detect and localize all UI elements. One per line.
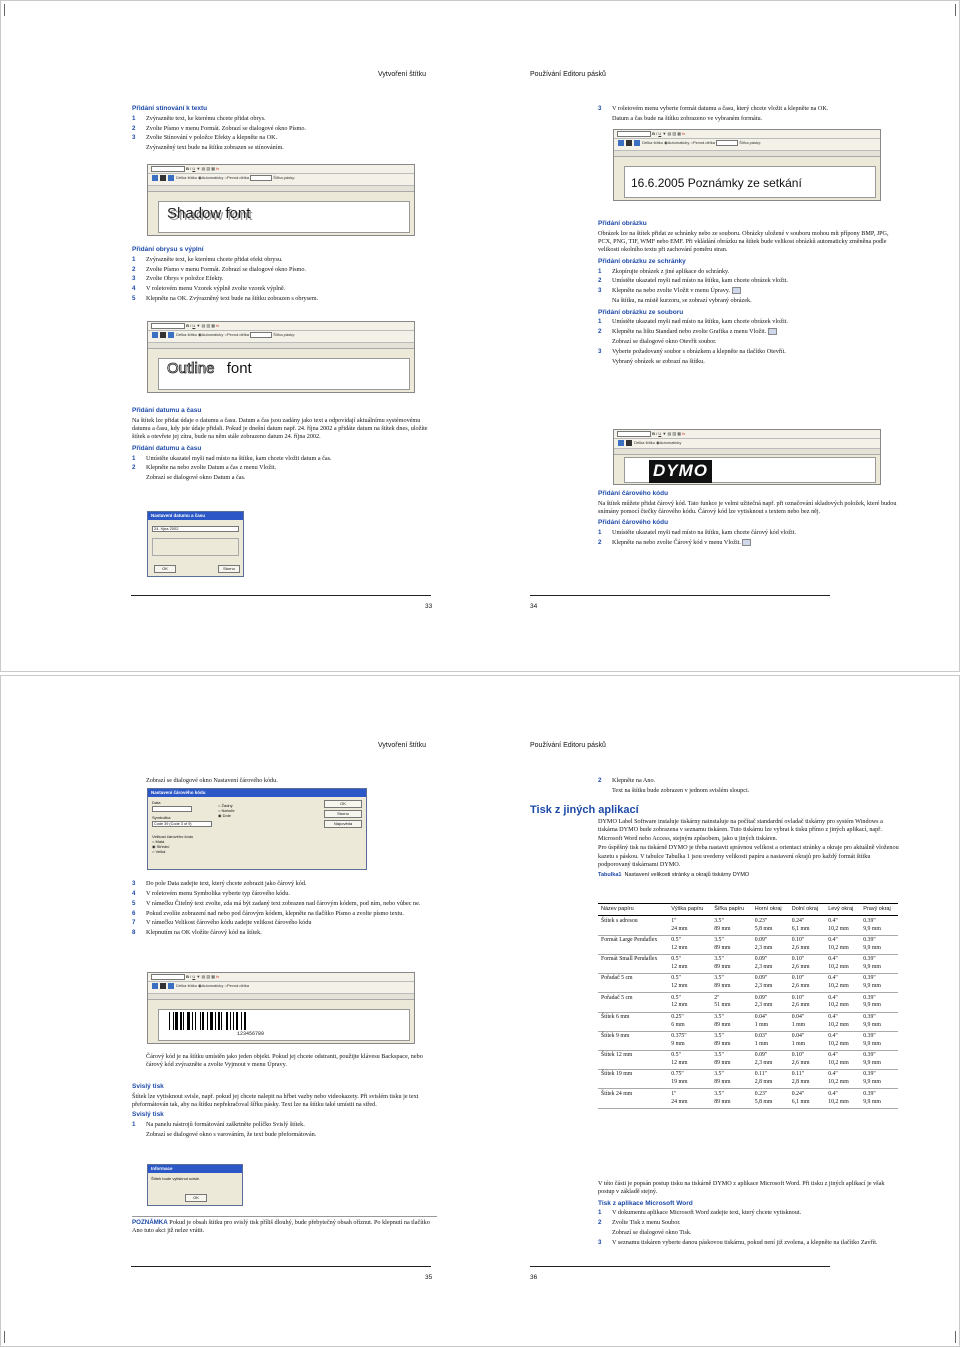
table-cell: 0.11" 2,8 mm bbox=[752, 1070, 789, 1089]
barcode-bar bbox=[221, 1012, 222, 1030]
table-header: Levý okraj bbox=[825, 904, 860, 916]
table-cell: 0.5" 12 mm bbox=[668, 974, 711, 993]
barcode-bar bbox=[230, 1012, 231, 1030]
p35-after: Čárový kód je na štítku umístěn jako jeden objekt. Pokud jej chcete odstranit, použijte klávesu Backspace, nebo čárový kód zvýrazněte a zvolte Vyjmout v menu Úpravy. bbox=[146, 1053, 423, 1069]
footer-rule bbox=[530, 1266, 830, 1267]
table-cell: 0.09" 2,3 mm bbox=[752, 993, 789, 1012]
p34-barcode-section: Přidání čárového kódu Na štítek můžete přidat čárový kód. Tato funkce je velmi užitečná např. při označování skladových položek, které budou snímány pomocí čtečky čárového kódu. Čárový kód lze vytisknout s textem nebo bez něj. Přidání čárového kódu 1 Umístěte ukazatel myši nad místo na štítku, kam chcete čárový kód vložit. 2 Klepněte na nebo zvolte Čárový kód v menu Vložit. bbox=[598, 490, 897, 547]
table-cell: 0.39" 9,9 mm bbox=[860, 954, 898, 973]
table-cell: 0.39" 9,9 mm bbox=[860, 1089, 898, 1108]
barcode-bar bbox=[192, 1012, 193, 1030]
table-row bbox=[598, 1070, 898, 1089]
cancel-button[interactable]: Storno bbox=[324, 810, 362, 818]
table-header: Výška papíru bbox=[668, 904, 711, 916]
barcode-bar bbox=[207, 1012, 208, 1030]
table-cell: 0.4" 10,2 mm bbox=[825, 954, 860, 973]
page-number: 33 bbox=[425, 603, 433, 610]
spread-33-34 bbox=[0, 0, 960, 672]
table-header: Dolní okraj bbox=[789, 904, 825, 916]
section-title: Přidání obrázku bbox=[598, 220, 647, 227]
table-header: Pravý okraj bbox=[860, 904, 898, 916]
table-cell: Štítek 19 mm bbox=[598, 1070, 668, 1089]
note: Zvýrazněný text bude na štítku zobrazen se stínováním. bbox=[146, 144, 284, 152]
barcode-bar bbox=[210, 1012, 213, 1030]
table-cell: 0.04" 1 mm bbox=[789, 1031, 825, 1050]
header-right: Používání Editoru pásků bbox=[530, 71, 606, 78]
step: 2 Zvolte Písmo v menu Formát. Zobrazí se dialogové okno Písmo. bbox=[132, 124, 306, 132]
table-cell: Štítek s adresou bbox=[598, 916, 668, 935]
barcode-bar bbox=[180, 1012, 182, 1030]
datetime-format-select[interactable]: 24. října 2002 bbox=[152, 526, 239, 532]
ok-button[interactable]: OK bbox=[324, 800, 362, 808]
table-cell: 0.23" 5,8 mm bbox=[752, 1089, 789, 1108]
footer-rule bbox=[131, 1266, 431, 1267]
table-cell: 0.39" 9,9 mm bbox=[860, 974, 898, 993]
cancel-button[interactable]: Storno bbox=[218, 565, 240, 573]
table-cell: 0.4" 10,2 mm bbox=[825, 993, 860, 1012]
page-number: 34 bbox=[530, 603, 538, 610]
table-cell: 3.5" 89 mm bbox=[711, 1031, 752, 1050]
section-title: Přidání stínování k textu bbox=[132, 105, 208, 112]
barcode-bar bbox=[200, 1012, 201, 1030]
p36-word-section: V této části je popsán postup tisku na tiskárně DYMO z aplikace Microsoft Word. Při tisku z jiných aplikací je však postup v základě stejný. Tisk z aplikace Microsoft Word 1 V dokumentu aplikace Microsoft Word zadejte text, který chcete vytisknout. 2 Zvolte Tisk z menu Soubor. Zobrazí se dialogové okno Tisk. 3 V seznamu tiskáren vyberte danou páskovou tiskárnu, pokud není již zvolena, a klepněte na tlačítko Zavřít. bbox=[598, 1180, 885, 1247]
spread-35-36 bbox=[0, 675, 960, 1347]
table-row bbox=[598, 935, 898, 954]
table-row bbox=[598, 974, 898, 993]
table-cell: 0.4" 10,2 mm bbox=[825, 935, 860, 954]
section-title: Přidání datumu a času bbox=[132, 407, 202, 414]
table-cell: 0.5" 12 mm bbox=[668, 1050, 711, 1069]
table-cell: 1" 24 mm bbox=[668, 916, 711, 935]
table-cell: 0.24" 6,1 mm bbox=[789, 916, 825, 935]
header-left: Vytvoření štítku bbox=[378, 742, 426, 749]
table-cell: 3.5" 89 mm bbox=[711, 935, 752, 954]
ok-button[interactable]: OK bbox=[154, 565, 176, 573]
table-cell: Formát Large Pendaflex bbox=[598, 935, 668, 954]
table-cell: 0.5" 12 mm bbox=[668, 954, 711, 973]
table-cell: 0.4" 10,2 mm bbox=[825, 1031, 860, 1050]
barcode-dialog: Nastavení čárového kódu Data Symbolika Code 39 (Code 3 of 9) Velikost čárového kódu ○ Malá ◉ Střední ○ Velká ○ Žádný ○ Nahoře ◉ Dole OK Storno Nápověda bbox=[147, 788, 367, 870]
table-cell: 0.4" 10,2 mm bbox=[825, 1050, 860, 1069]
table-cell: Pořadač 5 cm bbox=[598, 993, 668, 1012]
date-demo: 16.6.2005 Poznámky ze setkání bbox=[624, 166, 876, 198]
table-cell: 0.10" 2,6 mm bbox=[789, 993, 825, 1012]
table-cell: 0.03" 1 mm bbox=[752, 1031, 789, 1050]
table-cell: 0.10" 2,6 mm bbox=[789, 1050, 825, 1069]
datetime-dialog: Nastavení datumu a času 24. října 2002 OK Storno bbox=[147, 511, 244, 577]
table-cell: 0.4" 10,2 mm bbox=[825, 1012, 860, 1031]
table-cell: 0.75" 19 mm bbox=[668, 1070, 711, 1089]
table-cell: 0.375" 9 mm bbox=[668, 1031, 711, 1050]
table-cell: 0.4" 10,2 mm bbox=[825, 1089, 860, 1108]
table-caption: Tabulka1 Nastavení velikosti stránky a okrajů tiskárny DYMO bbox=[598, 871, 750, 878]
page-title: Tisk z jiných aplikací bbox=[530, 804, 639, 816]
symbology-select[interactable]: Code 39 (Code 3 of 9) bbox=[152, 821, 212, 827]
paragraph: Na štítek lze přidat údaje o datumu a času. Datum a čas jsou zadány jako text a odpovídají aktuálnímu systémovému datumu a času, kdy jste údaje přidali. Pokud je dnešní datum např. 24. října 2002 a přidáte datum na štítek dnes, uložíte štítek a otevřete jej zítra, bude na něm stále zobrazeno datum 24. října 2002. bbox=[132, 416, 428, 441]
table-cell: 2" 51 mm bbox=[711, 993, 752, 1012]
table-cell: Štítek 12 mm bbox=[598, 1050, 668, 1069]
barcode-bar bbox=[175, 1012, 178, 1030]
dymo-logo: DYMO bbox=[649, 460, 712, 483]
table-row bbox=[598, 1012, 898, 1031]
table-cell: 3.5" 89 mm bbox=[711, 1050, 752, 1069]
table-cell: 0.39" 9,9 mm bbox=[860, 1050, 898, 1069]
table-cell: 0.5" 12 mm bbox=[668, 935, 711, 954]
table-cell: 0.5" 12 mm bbox=[668, 993, 711, 1012]
section-title: Svislý tisk bbox=[132, 1083, 164, 1090]
barcode-bar bbox=[233, 1012, 234, 1030]
barcode-data-input[interactable] bbox=[152, 806, 192, 812]
table-cell: 0.4" 10,2 mm bbox=[825, 974, 860, 993]
insert-picture-icon[interactable] bbox=[768, 328, 777, 335]
p34-image-section: Přidání obrázku Obrázek lze na štítek přidat ze schránky nebo ze souboru. Obrázky uložené v souboru mohou mít přípony BMP, JPG, PCX, PNG, TIF, WMF nebo EMF. Při vkládání obrázku na štítek bude velikost obrázků automaticky změněna podle velikosti okolního textu při zachování poměru stran. Přidání obrázku ze schránky 1 Zkopírujte obrázek z jiné aplikace do schránky. 2 Umístěte ukazatel myši nad místo na štítku, kam chcete obrázek vložit. 3 Klepněte na nebo zvolte Vložit v menu Úpravy. Na štítku, na místě kurzoru, se zobrazí vybraný obrázek. Přidání obrázku ze souboru 1 Umístěte ukazatel myši nad místo na štítku, kam chcete obrázek vložit. 2 Klepněte na lištu Standard nebo zvolte Grafika z menu Vložit. Zobrazí se dialogové okno Otevřít soubor. 3 Vyberte požadovaný soubor s obrázkem a klepněte na tlačítko Otevřít. Vybraný obrázek se zobrazí na štítku. bbox=[598, 220, 898, 368]
table-cell: 0.09" 2,3 mm bbox=[752, 974, 789, 993]
table-cell: 0.4" 10,2 mm bbox=[825, 916, 860, 935]
barcode-bar bbox=[215, 1012, 216, 1030]
table-cell: 3.5" 89 mm bbox=[711, 974, 752, 993]
table-cell: 0.24" 6,1 mm bbox=[789, 1089, 825, 1108]
table-cell: 3.5" 89 mm bbox=[711, 954, 752, 973]
header-left: Vytvoření štítku bbox=[378, 71, 426, 78]
outline-font-demo: Outline bbox=[167, 360, 215, 377]
page-number: 36 bbox=[530, 1274, 538, 1281]
table-cell: 0.39" 9,9 mm bbox=[860, 993, 898, 1012]
barcode-bar bbox=[244, 1012, 246, 1030]
table-cell: 0.39" 9,9 mm bbox=[860, 916, 898, 935]
table-cell: 0.10" 2,6 mm bbox=[789, 954, 825, 973]
table-cell: 0.09" 2,3 mm bbox=[752, 1050, 789, 1069]
table-cell: 0.10" 2,6 mm bbox=[789, 935, 825, 954]
table-cell: 0.39" 9,9 mm bbox=[860, 935, 898, 954]
shadow-screenshot: B I U ▼ ▤ ▥ ▦ fx Délka štítku ◉Automaticky ○Pevná délka Šířka pásky: Shadow font bbox=[147, 164, 415, 236]
p33-datetime-section: Přidání datumu a času Na štítek lze přidat údaje o datumu a času. Datum a čas jsou zadány jako text a odpovídají aktuálnímu systémovému datumu a času, kdy jste údaje přidali. Pokud je dnešní datum např. 24. října 2002 a přidáte datum na štítek dnes, uložíte štítek a otevřete jej zítra, bude na něm stále zobrazeno datum 24. října 2002. Přidání datumu a času 1 Umístěte ukazatel myši nad místo na štítku, kam chcete vložit datum a čas. 2 Klepněte na nebo zvolte Datum a čas z menu Vložit. Zobrazí se dialogové okno Datum a čas. bbox=[132, 407, 432, 484]
barcode-bar bbox=[195, 1012, 196, 1030]
barcode-bar bbox=[202, 1012, 204, 1030]
table-cell: 0.09" 2,3 mm bbox=[752, 935, 789, 954]
table-cell: Štítek 9 mm bbox=[598, 1031, 668, 1050]
help-button[interactable]: Nápověda bbox=[324, 820, 362, 828]
shadow-font-demo: Shadow font bbox=[167, 205, 251, 222]
table-cell: Formát Small Pendaflex bbox=[598, 954, 668, 973]
table-row bbox=[598, 1089, 898, 1108]
p35-note: POZNÁMKA Pokud je obsah štítku pro svislý tisk příliš dlouhý, bude přebytečný obsah oříznut. Po klepnutí na tlačítko Ano tuto akci již nelze vrátit. bbox=[132, 1216, 437, 1236]
paste-icon[interactable] bbox=[732, 287, 741, 294]
barcode-text: 123456789 bbox=[237, 1031, 265, 1037]
table-cell: Štítek 6 mm bbox=[598, 1012, 668, 1031]
p34-datetime-cont: 3 V roletovém menu vyberte formát datumu a času, který chcete vložit a klepněte na OK. Datum a čas bude na štítku zobrazeno ve vybraném formátu. bbox=[598, 105, 829, 122]
subsection-title: Přidání datumu a času bbox=[132, 444, 202, 452]
table-header: Název papíru bbox=[598, 904, 668, 916]
table-cell: 0.39" 9,9 mm bbox=[860, 1012, 898, 1031]
vertical-warning-dialog: Informace Štítek bude vytisknut svisle. OK bbox=[147, 1164, 243, 1206]
barcode-bar bbox=[236, 1012, 238, 1030]
footer-rule bbox=[530, 595, 830, 596]
paper-size-table bbox=[598, 903, 898, 1109]
step: 3 Zvolte Stínování v položce Efekty a klepněte na OK. bbox=[132, 134, 278, 142]
barcode-canvas bbox=[158, 1009, 410, 1041]
table-cell: 0.23" 5,8 mm bbox=[752, 916, 789, 935]
barcode-bar bbox=[218, 1012, 220, 1030]
table-cell: 0.09" 2,3 mm bbox=[752, 954, 789, 973]
table-cell: 0.11" 2,8 mm bbox=[789, 1070, 825, 1089]
logo-screenshot: B I U ▼ ▤ ▥ ▦ fx Délka štítku ◉Automaticky DYMO bbox=[613, 429, 881, 485]
table-cell: 3.5" 89 mm bbox=[711, 1070, 752, 1089]
barcode-bar bbox=[183, 1012, 184, 1030]
barcode-bar bbox=[169, 1012, 170, 1030]
table-cell: 0.39" 9,9 mm bbox=[860, 1070, 898, 1089]
table-cell: 0.10" 2,6 mm bbox=[789, 974, 825, 993]
table-cell: Pořadač 5 cm bbox=[598, 974, 668, 993]
footer-rule bbox=[131, 595, 431, 596]
table-header: Horní okraj bbox=[752, 904, 789, 916]
table-cell: Štítek 24 mm bbox=[598, 1089, 668, 1108]
date-screenshot: B I U ▼ ▤ ▥ ▦ fx Délka štítku ◉Automaticky ○Pevná délka Šířka pásky: 16.6.2005 Poznámky ze setkání bbox=[613, 129, 881, 201]
table-cell: 3.5" 89 mm bbox=[711, 1012, 752, 1031]
barcode-bar bbox=[241, 1012, 242, 1030]
step: 1 Zvýrazněte text, ke kterému chcete přidat obrys. bbox=[132, 114, 266, 122]
table-cell: 0.04" 1 mm bbox=[752, 1012, 789, 1031]
p35-barcode-steps: 3 Do pole Data zadejte text, který chcete zobrazit jako čárový kód. 4 V roletovém menu Symbolika vyberte typ čárového kódu. 5 V rámečku Čitelný text zvolte, zda má být zadaný text zobrazen nad čárovým kódem, pod ním, nebo vůbec ne. 6 Pokud zvolíte zobrazení nad nebo pod čárovým kódem, klepněte na tlačítko Písmo a zvolte písmo textu. 7 V rámečku Velikost čárového kódu zadejte velikost čárového kódu 8 Klepnutím na OK vložíte čárový kód na štítek. bbox=[132, 880, 421, 937]
table-cell: 1" 24 mm bbox=[668, 1089, 711, 1108]
barcode-bar bbox=[226, 1012, 228, 1030]
p35-vertical-section: Svislý tisk Štítek lze vytisknout svisle, např. pokud jej chcete nalepit na hřbet vazby nebo videokazety. Při svislém tisku je text přeformátován tak, aby na štítku nepřekračoval šířku pásky. Text lze na štítku také umístit na střed. Svislý tisk 1 Na panelu nástrojů formátování zaškrtněte políčko Svislý štítek. Zobrazí se dialogové okno s varováním, že text bude přeformátován. bbox=[132, 1083, 437, 1141]
table-header: Šířka papíru bbox=[711, 904, 752, 916]
table-row bbox=[598, 916, 898, 935]
barcode-icon[interactable] bbox=[742, 539, 751, 546]
table-row bbox=[598, 1050, 898, 1069]
header-right: Používání Editoru pásků bbox=[530, 742, 606, 749]
table-row bbox=[598, 993, 898, 1012]
table-cell: 3.5" 89 mm bbox=[711, 916, 752, 935]
table-row bbox=[598, 1031, 898, 1050]
table-cell: 0.39" 9,9 mm bbox=[860, 1031, 898, 1050]
table-cell: 0.25" 6 mm bbox=[668, 1012, 711, 1031]
section-title: Přidání obrysu s výplní bbox=[132, 246, 204, 253]
p35-intro: Zobrazí se dialogové okno Nastavení čárového kódu. bbox=[146, 777, 278, 784]
barcode-screenshot: B I U ▼ ▤ ▥ ▦ fx Délka štítku ◉Automaticky ○Pevná délka 123456789 bbox=[147, 972, 415, 1044]
table-cell: 0.4" 10,2 mm bbox=[825, 1070, 860, 1089]
page-number: 35 bbox=[425, 1274, 433, 1281]
p36-top: 2 Klepněte na Ano. Text na štítku bude zobrazen v jednom svislém sloupci. bbox=[598, 777, 750, 794]
table-cell: 0.04" 1 mm bbox=[789, 1012, 825, 1031]
p36-main: Tisk z jiných aplikací DYMO Label Software instaluje tiskárny nainstaluje na počítač standardní ovladač tiskárny pro systém Windows a tiskárna DYMO bude zobrazena v seznamu tiskáren. Tuto tiskárnu lze vybrat k tisku přímo z jiných aplikací, např. Microsoft Word nebo Access, stejným způsobem, jako u jiných tiskáren. Pro úspěšný tisk na tiskárně DYMO je třeba nastavit správnou velikost a orientaci stránky a okraje pro aktuálně vloženou kazetu s páskou. V tabulce Tabulka 1 jsou uvedeny velikosti papíru a nastavení okrajů pro každý formát štítku podporovaný tiskárnami DYMO. Tabulka1 Nastavení velikosti stránky a okrajů tiskárny DYMO bbox=[530, 804, 899, 878]
table-cell: 3.5" 89 mm bbox=[711, 1089, 752, 1108]
p33-outline-section: Přidání obrysu s výplní 1 Zvýrazněte text, ke kterému chcete přidat efekt obrysu. 2 Zvolte Písmo v menu Formát. Zobrazí se dialogové okno Písmo. 3 Zvolte Obrys v položce Efekty. 4 V roletovém menu Vzorek výplně zvolte vzorek výplně. 5 Klepněte na OK. Zvýrazněný text bude na štítku zobrazen s obrysem. bbox=[132, 246, 432, 305]
barcode-bar bbox=[187, 1012, 190, 1030]
outline-screenshot: B I U ▼ ▤ ▥ ▦ fx Délka štítku ◉Automaticky ○Pevná délka Šířka pásky: Outline font bbox=[147, 321, 415, 393]
table-row bbox=[598, 954, 898, 973]
barcode-bar bbox=[173, 1012, 174, 1030]
ok-button[interactable]: OK bbox=[185, 1194, 207, 1202]
p33-shadow-section bbox=[132, 105, 432, 154]
section-title: Přidání čárového kódu bbox=[598, 490, 669, 497]
